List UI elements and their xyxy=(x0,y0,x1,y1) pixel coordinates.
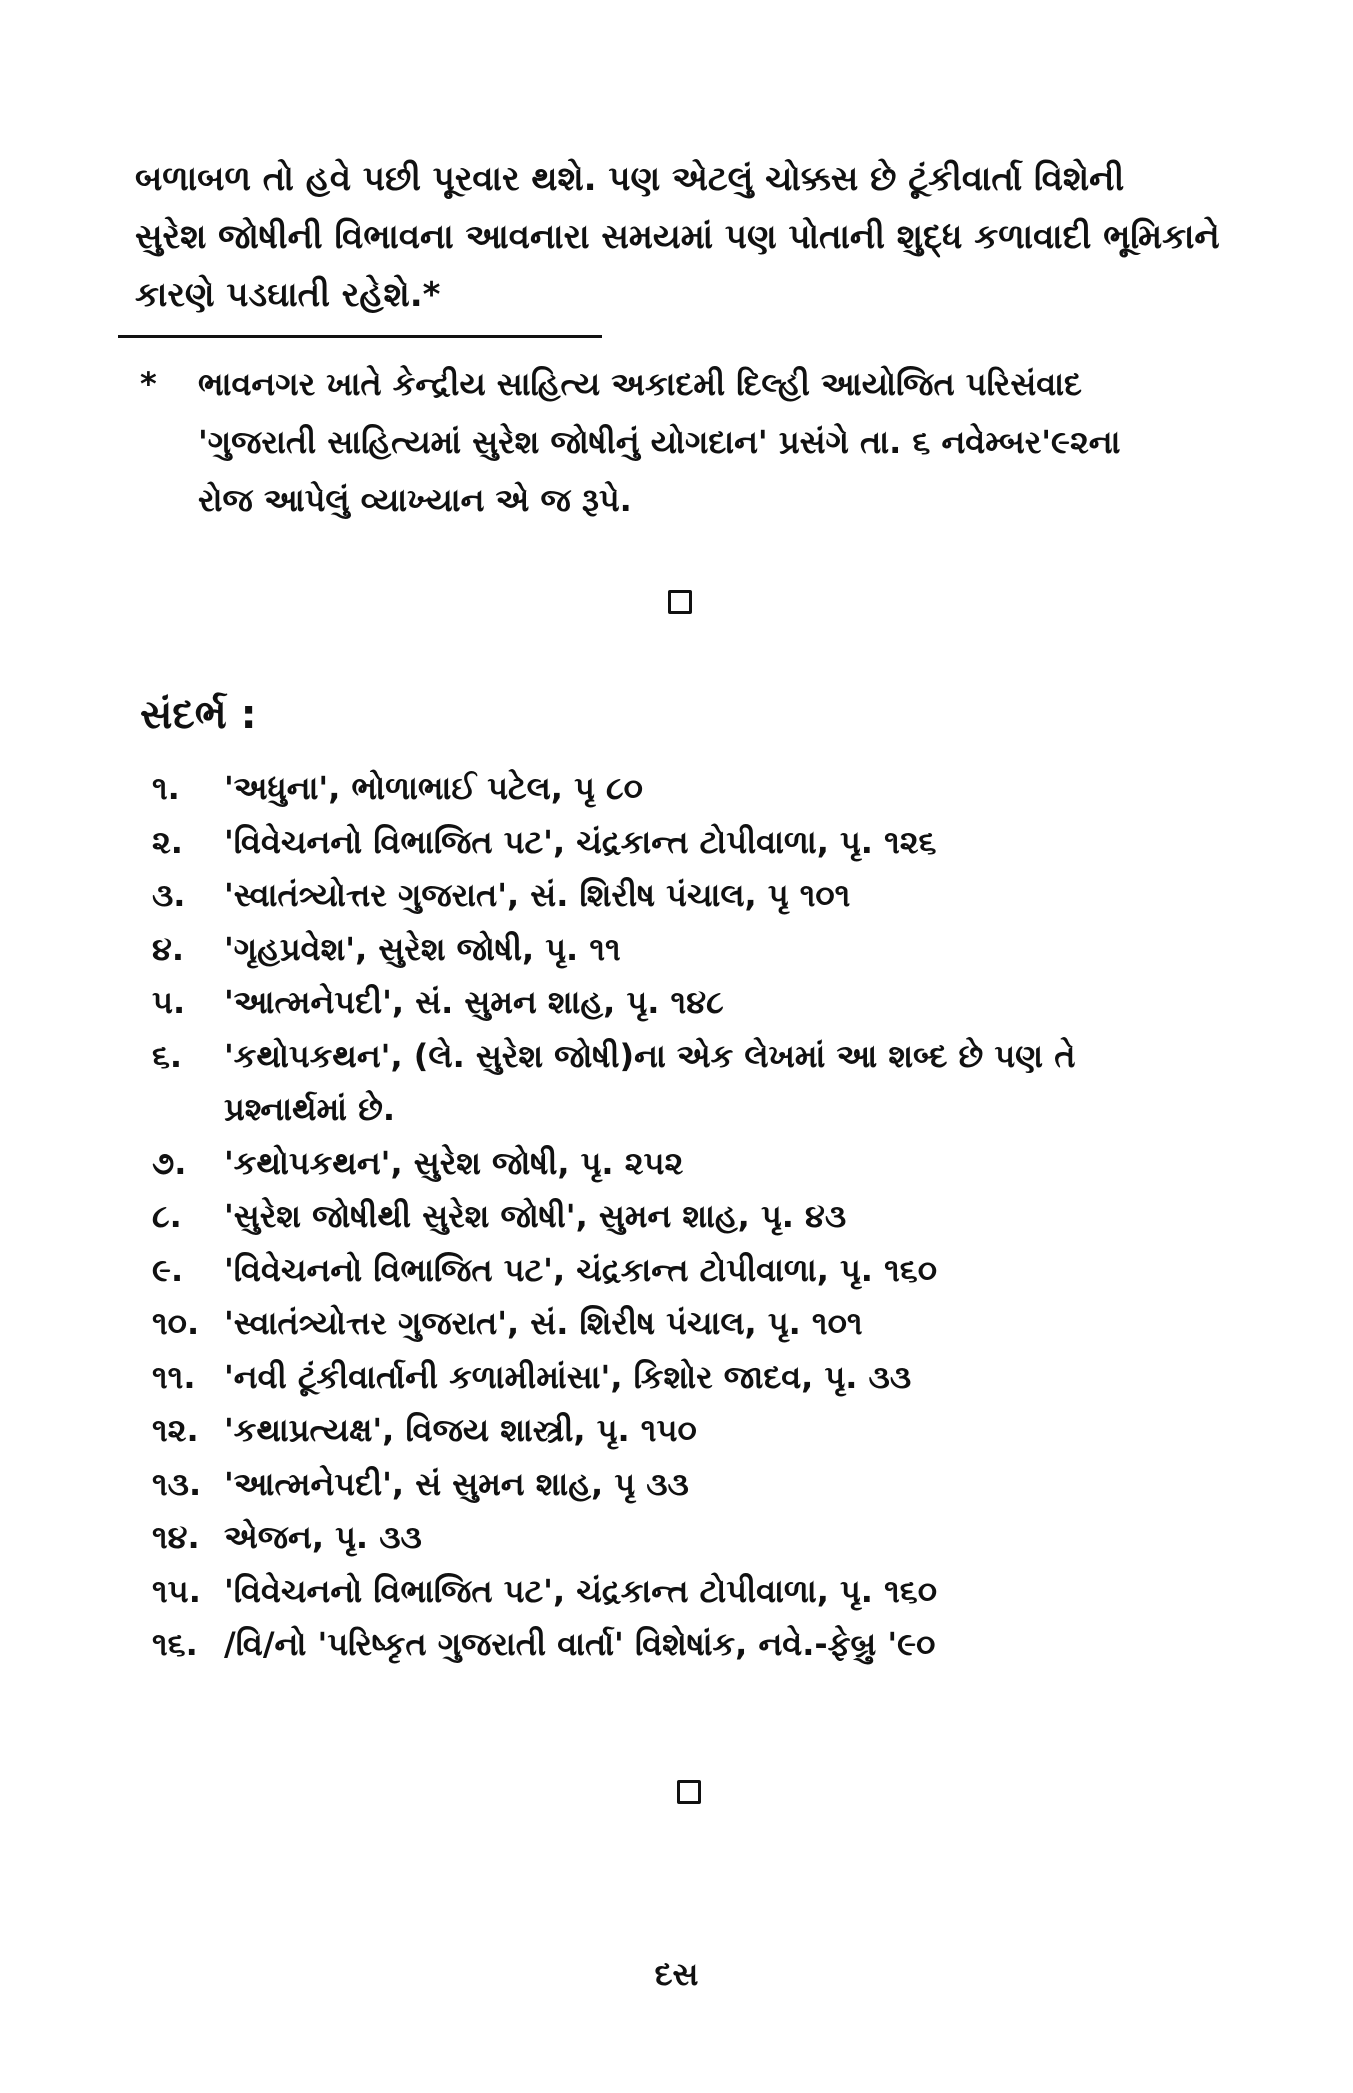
ref-number: ૧૦. xyxy=(152,1304,200,1342)
list-item xyxy=(152,923,1242,977)
section-separator-icon xyxy=(677,1780,701,1804)
footnote-line: 'ગુજરાતી સાહિત્યમાં સુરેશ જોષીનું યોગદાન' પ્રસંગે તા. ૬ નવેમ્બર'૯૨ના xyxy=(198,423,1121,461)
list-item xyxy=(152,1565,1242,1619)
paragraph-line: કારણે પડઘાતી રહેશે.* xyxy=(135,275,441,315)
paragraph-line: બળાબળ તો હવે પછી પૂરવાર થશે. પણ એટલું ચોક્કસ છે ટૂંકીવાર્તા વિશેની xyxy=(135,159,1125,199)
page-number: દસ xyxy=(654,1955,699,1993)
list-item xyxy=(152,1458,1242,1512)
ref-number: ૨. xyxy=(152,822,183,861)
ref-number: ૧૧. xyxy=(152,1357,196,1396)
list-item xyxy=(152,1190,1242,1244)
footnote-line: રોજ આપેલું વ્યાખ્યાન એ જ રૂપે. xyxy=(198,481,632,519)
ref-number: ૯. xyxy=(152,1250,184,1289)
list-item xyxy=(152,976,1242,1030)
ref-text: 'કથાપ્રત્યક્ષ', વિજય શાસ્ત્રી, પૃ. ૧૫૦ xyxy=(224,1411,697,1449)
ref-text-continuation: પ્રશ્નાર્થમાં છે. xyxy=(224,1090,396,1128)
list-item xyxy=(152,1137,1242,1191)
footnote-divider xyxy=(118,335,602,338)
list-item xyxy=(152,816,1242,870)
ref-number: ૫. xyxy=(152,983,186,1021)
list-item xyxy=(152,869,1242,923)
ref-number: ૧. xyxy=(152,769,180,807)
ref-text: 'વિવેચનનો વિભાજિત પટ', ચંદ્રકાન્ત ટોપીવાળા, પૃ. ૧૨૬ xyxy=(224,822,937,861)
ref-number: ૧૪. xyxy=(152,1518,200,1556)
ref-text: 'કથોપકથન', (લે. સુરેશ જોષી)ના એક લેખમાં આ શબ્દ છે પણ તે xyxy=(224,1036,1076,1075)
list-item xyxy=(152,1404,1242,1458)
ref-number: ૧૨. xyxy=(152,1411,199,1449)
list-item xyxy=(152,1511,1242,1565)
ref-text: 'ગૃહપ્રવેશ', સુરેશ જોષી, પૃ. ૧૧ xyxy=(224,929,621,968)
ref-text: એજન, પૃ. ૩૩ xyxy=(224,1518,422,1556)
ref-number: ૩. xyxy=(152,876,186,914)
ref-number: ૧૬. xyxy=(152,1625,198,1663)
ref-text: 'નવી ટૂંકીવાર્તાની કળામીમાંસા', કિશોર જાદવ, પૃ. ૩૩ xyxy=(224,1357,912,1396)
paragraph-line: સુરેશ જોષીની વિભાવના આવનારા સમયમાં પણ પોતાની શુદ્ધ કળાવાદી ભૂમિકાને xyxy=(135,217,1220,257)
ref-text: 'સ્વાતંત્ર્યોત્તર ગુજરાત', સં. શિરીષ પંચાલ, પૃ. ૧૦૧ xyxy=(224,1304,863,1342)
ref-text: 'કથોપકથન', સુરેશ જોષી, પૃ. ૨૫૨ xyxy=(224,1143,684,1182)
ref-text: 'આત્મનેપદી', સં સુમન શાહ, પૃ ૩૩ xyxy=(224,1464,689,1503)
list-item xyxy=(152,762,1242,816)
ref-number: ૪. xyxy=(152,929,184,968)
ref-text: /વિ/નો 'પરિષ્કૃત ગુજરાતી વાર્તા' વિશેષાંક, નવે.-ફેબ્રુ '૯૦ xyxy=(224,1625,936,1663)
footnote xyxy=(140,355,1240,529)
footnote-line: ભાવનગર ખાતે કેન્દ્રીય સાહિત્ય અકાદમી દિલ્હી આયોજિત પરિસંવાદ xyxy=(198,365,1082,403)
ref-text-wrapper xyxy=(224,1030,1242,1137)
ref-text: 'સ્વાતંત્ર્યોત્તર ગુજરાત', સં. શિરીષ પંચાલ, પૃ ૧૦૧ xyxy=(224,876,851,914)
ref-text: 'અધુના', ભોળાભાઈ પટેલ, પૃ ૮૦ xyxy=(224,769,643,807)
list-item xyxy=(152,1030,1242,1137)
footnote-marker: * xyxy=(140,365,157,403)
ref-number: ૧૩. xyxy=(152,1464,202,1503)
ref-text: 'વિવેચનનો વિભાજિત પટ', ચંદ્રકાન્ત ટોપીવાળા, પૃ. ૧૬૦ xyxy=(224,1571,937,1610)
references-heading: સંદર્ભ : xyxy=(140,692,257,738)
list-item xyxy=(152,1351,1242,1405)
ref-text: 'સુરેશ જોષીથી સુરેશ જોષી', સુમન શાહ, પૃ. ૪૩ xyxy=(224,1197,847,1235)
section-separator-icon xyxy=(668,590,692,614)
list-item xyxy=(152,1244,1242,1298)
list-item xyxy=(152,1618,1242,1672)
footnote-body xyxy=(198,355,1240,529)
ref-number: ૮. xyxy=(152,1197,182,1235)
ref-number: ૬. xyxy=(152,1036,183,1075)
references-list xyxy=(152,762,1242,1672)
ref-number: ૭. xyxy=(152,1143,187,1182)
ref-number: ૧૫. xyxy=(152,1571,201,1610)
list-item xyxy=(152,1297,1242,1351)
ref-text: 'વિવેચનનો વિભાજિત પટ', ચંદ્રકાન્ત ટોપીવાળા, પૃ. ૧૬૦ xyxy=(224,1250,937,1289)
body-paragraph xyxy=(135,150,1235,324)
ref-text: 'આત્મનેપદી', સં. સુમન શાહ, પૃ. ૧૪૮ xyxy=(224,983,724,1021)
